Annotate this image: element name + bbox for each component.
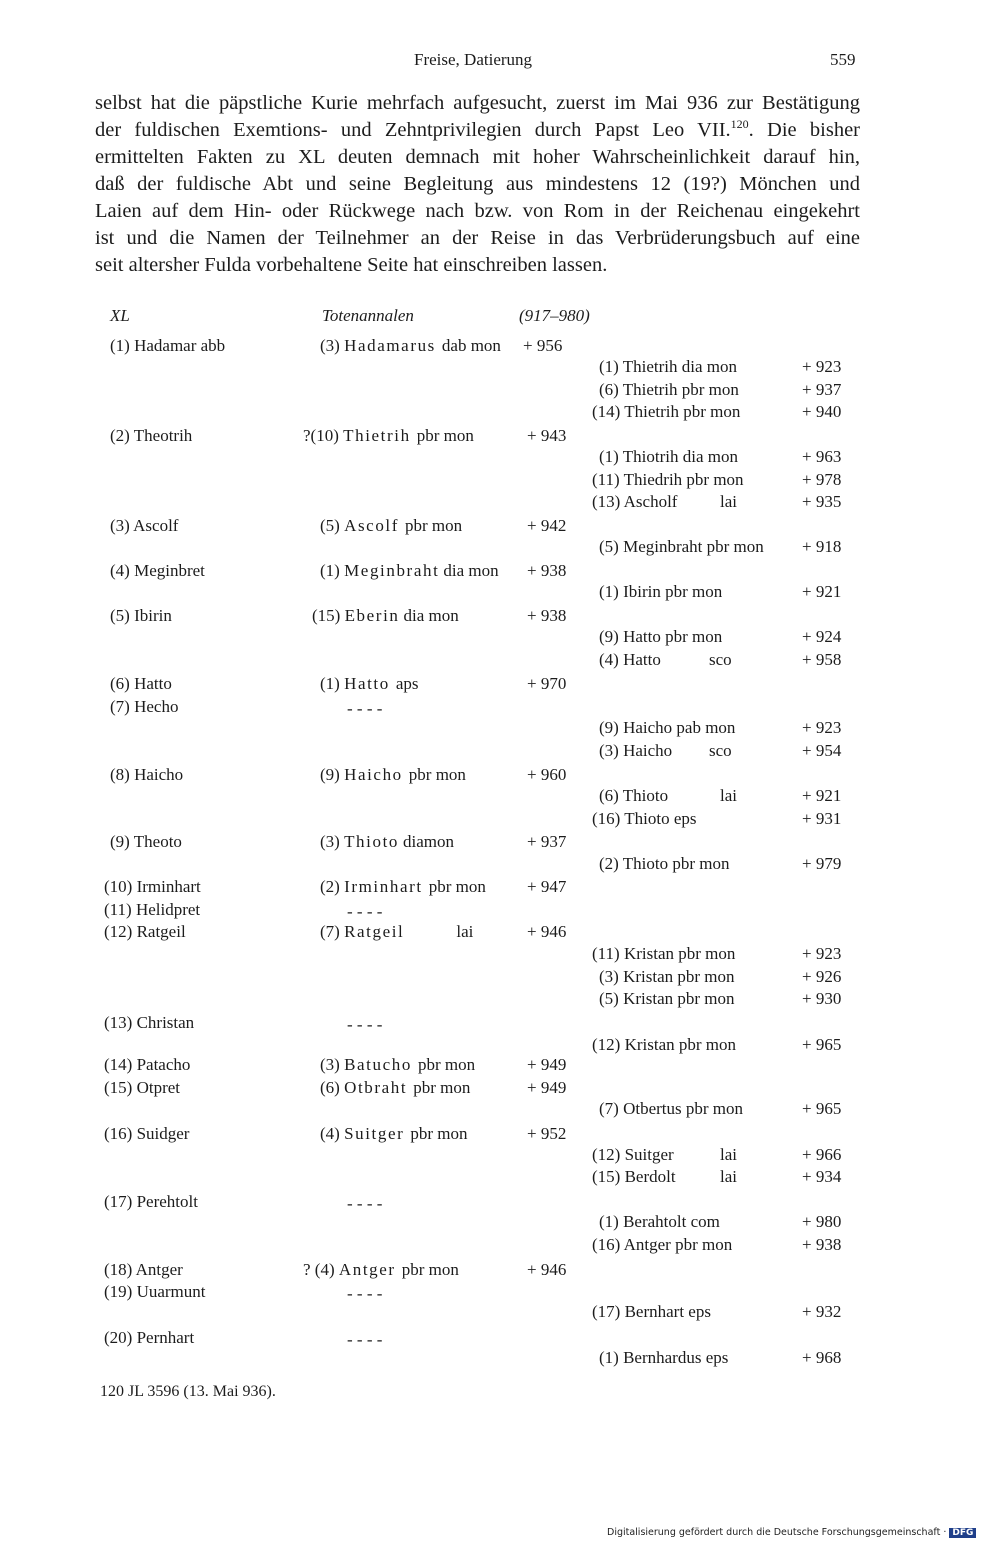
totenannalen-empty-dash: - - - - xyxy=(347,699,383,718)
xl-entry: (7) Hecho xyxy=(110,697,179,716)
body-paragraph xyxy=(95,90,860,279)
death-year: + 952 xyxy=(527,1124,567,1143)
death-year: + 938 xyxy=(527,606,567,625)
death-year: + 970 xyxy=(527,674,567,693)
body-line: ermittelten Fakten zu XL deuten demnach mit hoher Wahrscheinlichkeit darauf hin, xyxy=(95,146,860,168)
xl-entry: (3) Ascolf xyxy=(110,516,179,535)
comparison-year: + 966 xyxy=(802,1145,842,1164)
death-year: + 946 xyxy=(527,1260,567,1279)
comparison-entry: (16) Thioto eps xyxy=(592,809,697,828)
totenannalen-empty-dash: - - - - xyxy=(347,1015,383,1034)
comparison-year: + 979 xyxy=(802,854,842,873)
comparison-year: + 940 xyxy=(802,402,842,421)
comparison-year: + 923 xyxy=(802,718,842,737)
running-header: Freise, Datierung xyxy=(414,50,533,69)
comparison-year: + 926 xyxy=(802,967,842,986)
entry-title: pbr mon xyxy=(408,765,466,784)
comparison-entry: (1) Berahtolt com xyxy=(599,1212,720,1231)
entry-title: pbr mon xyxy=(401,1260,459,1279)
totenannalen-entry xyxy=(320,765,466,785)
entry-name: Eberin xyxy=(344,606,400,625)
entry-title: pbr mon xyxy=(417,1055,476,1074)
uncertainty-mark: ? xyxy=(303,1260,311,1279)
xl-entry: (4) Meginbret xyxy=(110,561,205,580)
comparison-year: + 968 xyxy=(802,1348,842,1367)
death-year: + 960 xyxy=(527,765,567,784)
footnote-reference[interactable]: 120 xyxy=(730,117,749,132)
xl-entry: (6) Hatto xyxy=(110,674,172,693)
comparison-entry: (11) Thiedrih pbr mon xyxy=(592,470,744,489)
comparison-year: + 934 xyxy=(802,1167,842,1186)
comparison-year: + 930 xyxy=(802,989,842,1008)
totenannalen-entry xyxy=(320,1078,470,1098)
totenannalen-entry xyxy=(320,336,501,356)
entry-number: (5) xyxy=(320,516,340,535)
entry-number: (7) xyxy=(320,922,340,941)
entry-name: Thietrih xyxy=(343,426,411,445)
entry-name: Ratgeil xyxy=(344,922,405,941)
comparison-entry: (9) Hatto pbr mon xyxy=(599,627,723,646)
totenannalen-entry xyxy=(320,561,499,581)
entry-title: pbr mon xyxy=(416,426,474,445)
body-line: ist und die Namen der Teilnehmer an der Reise in das Verbrüderungsbuch auf eine xyxy=(95,227,860,249)
comparison-year: + 918 xyxy=(802,537,842,556)
xl-entry: (15) Otpret xyxy=(104,1078,181,1097)
xl-entry: (18) Antger xyxy=(104,1260,183,1279)
comparison-year: + 923 xyxy=(802,357,842,376)
comparison-year: + 965 xyxy=(802,1035,842,1054)
xl-entry: (9) Theoto xyxy=(110,832,182,851)
comparison-entry: (1) Bernhardus eps xyxy=(599,1348,729,1367)
comparison-entry: (9) Haicho pab mon xyxy=(599,718,736,737)
comparison-year: + 924 xyxy=(802,627,842,646)
comparison-year: + 958 xyxy=(802,650,842,669)
death-year: + 956 xyxy=(523,336,563,355)
digitization-credit xyxy=(607,1527,976,1538)
entry-title: pbr mon xyxy=(405,516,463,535)
entry-name: Meginbraht xyxy=(344,561,440,580)
entry-title: dia mon xyxy=(443,561,499,580)
xl-entry: (11) Helidpret xyxy=(104,900,201,919)
comparison-year: + 980 xyxy=(802,1212,842,1231)
totenannalen-entry xyxy=(320,516,462,536)
comparison-year: + 963 xyxy=(802,447,842,466)
entry-title: pbr mon xyxy=(413,1078,471,1097)
entry-number: (1) xyxy=(320,674,340,693)
xl-entry: (14) Patacho xyxy=(104,1055,191,1074)
totenannalen-empty-dash: - - - - xyxy=(347,1194,383,1213)
comparison-title: lai xyxy=(720,1167,737,1186)
body-line: daß der fuldische Abt und seine Begleitung aus mindestens 12 (19?) Mönchen und xyxy=(95,173,860,195)
column-header-xl: XL xyxy=(110,306,130,325)
xl-entry: (2) Theotrih xyxy=(110,426,193,445)
comparison-entry: (1) Thiotrih dia mon xyxy=(599,447,738,466)
xl-entry: (10) Irminhart xyxy=(104,877,201,896)
entry-name: Irminhart xyxy=(344,877,423,896)
totenannalen-entry xyxy=(320,832,454,852)
entry-name: Hadamarus xyxy=(344,336,436,355)
column-header-totenannalen: Totenannalen xyxy=(322,306,414,325)
totenannalen-entry xyxy=(320,1055,475,1075)
body-line: seit altersher Fulda vorbehaltene Seite hat einschreiben lassen. xyxy=(95,254,608,276)
entry-name: Haicho xyxy=(344,765,403,784)
death-year: + 946 xyxy=(527,922,567,941)
entry-name: Hatto xyxy=(344,674,390,693)
column-header-range: (917–980) xyxy=(519,306,590,325)
death-year: + 947 xyxy=(527,877,567,896)
death-year: + 949 xyxy=(527,1078,567,1097)
credit-text: Digitalisierung gefördert durch die Deutsche Forschungsgemeinschaft · xyxy=(607,1527,947,1538)
comparison-title: lai xyxy=(720,786,737,805)
entry-number: (4) xyxy=(320,1124,340,1143)
entry-number: (6) xyxy=(320,1078,340,1097)
comparison-entry: (1) Ibirin pbr mon xyxy=(599,582,723,601)
comparison-title: lai xyxy=(720,1145,737,1164)
comparison-entry: (15) Berdolt xyxy=(592,1167,676,1186)
comparison-entry: (1) Thietrih dia mon xyxy=(599,357,738,376)
entry-number: (15) xyxy=(312,606,341,625)
dfg-logo: DFG xyxy=(949,1528,976,1538)
entry-title: lai xyxy=(456,922,474,941)
totenannalen-entry xyxy=(320,922,473,942)
totenannalen-empty-dash: - - - - xyxy=(347,1284,383,1303)
entry-title: dia mon xyxy=(403,606,459,625)
comparison-entry: (16) Antger pbr mon xyxy=(592,1235,733,1254)
comparison-entry: (14) Thietrih pbr mon xyxy=(592,402,741,421)
totenannalen-entry xyxy=(303,426,474,446)
entry-name: Batucho xyxy=(344,1055,412,1074)
comparison-year: + 921 xyxy=(802,786,842,805)
comparison-year: + 938 xyxy=(802,1235,842,1254)
comparison-entry: (3) Haicho xyxy=(599,741,673,760)
footnote: 120 JL 3596 (13. Mai 936). xyxy=(100,1383,276,1400)
entry-name: Otbraht xyxy=(344,1078,408,1097)
xl-entry: (1) Hadamar abb xyxy=(110,336,226,355)
comparison-entry: (6) Thietrih pbr mon xyxy=(599,380,739,399)
comparison-year: + 931 xyxy=(802,809,842,828)
comparison-entry: (7) Otbertus pbr mon xyxy=(599,1099,744,1118)
entry-title: diamon xyxy=(403,832,455,851)
body-line xyxy=(95,117,860,144)
body-line: Laien auf dem Hin- oder Rückwege nach bzw. von Rom in der Reichenau eingekehrt xyxy=(95,200,860,222)
comparison-entry: (5) Kristan pbr mon xyxy=(599,989,735,1008)
totenannalen-empty-dash: - - - - xyxy=(347,1330,383,1349)
xl-entry: (17) Perehtolt xyxy=(104,1192,198,1211)
totenannalen-entry xyxy=(312,606,459,626)
comparison-entry: (6) Thioto xyxy=(599,786,669,805)
body-line: selbst hat die päpstliche Kurie mehrfach aufgesucht, zuerst im Mai 936 zur Bestätigung xyxy=(95,92,860,114)
death-year: + 937 xyxy=(527,832,567,851)
xl-entry: (19) Uuarmunt xyxy=(104,1282,206,1301)
entry-title: aps xyxy=(395,674,419,693)
entry-number: (2) xyxy=(320,877,340,896)
comparison-year: + 921 xyxy=(802,582,842,601)
totenannalen-entry xyxy=(320,877,486,897)
entry-title: pbr mon xyxy=(428,877,486,896)
death-year: + 943 xyxy=(527,426,567,445)
comparison-entry: (11) Kristan pbr mon xyxy=(592,944,736,963)
entry-number: (9) xyxy=(320,765,340,784)
xl-entry: (12) Ratgeil xyxy=(104,922,186,941)
comparison-year: + 937 xyxy=(802,380,842,399)
entry-number: (4) xyxy=(314,1260,335,1279)
totenannalen-entry xyxy=(320,1124,468,1144)
comparison-entry: (12) Kristan pbr mon xyxy=(592,1035,737,1054)
death-year: + 938 xyxy=(527,561,567,580)
xl-entry: (13) Christan xyxy=(104,1013,195,1032)
comparison-title: sco xyxy=(709,650,732,669)
body-line-text: . Die bisher xyxy=(748,119,861,141)
comparison-entry: (4) Hatto xyxy=(599,650,661,669)
comparison-entry: (12) Suitger xyxy=(592,1145,674,1164)
comparison-entry: (3) Kristan pbr mon xyxy=(599,967,735,986)
entry-title: pbr mon xyxy=(410,1124,468,1143)
entry-name: Ascolf xyxy=(344,516,400,535)
entry-number: (3) xyxy=(320,1055,340,1074)
comparison-title: lai xyxy=(720,492,737,511)
comparison-year: + 954 xyxy=(802,741,842,760)
entry-title: dab mon xyxy=(441,336,501,355)
entry-name: Thioto xyxy=(344,832,400,851)
entry-name: Suitger xyxy=(344,1124,405,1143)
comparison-year: + 932 xyxy=(802,1302,842,1321)
totenannalen-entry xyxy=(320,674,419,694)
uncertainty-mark: ? xyxy=(303,426,311,445)
entry-number: (3) xyxy=(320,832,340,851)
body-line-text: der fuldischen Exemtions- und Zehntprivilegien durch Papst Leo VII. xyxy=(95,119,731,141)
totenannalen-entry xyxy=(303,1260,459,1280)
death-year: + 949 xyxy=(527,1055,567,1074)
entry-number: (1) xyxy=(320,561,340,580)
comparison-year: + 935 xyxy=(802,492,842,511)
death-year: + 942 xyxy=(527,516,567,535)
entry-number: (3) xyxy=(320,336,340,355)
xl-entry: (20) Pernhart xyxy=(104,1328,195,1347)
comparison-entry: (5) Meginbraht pbr mon xyxy=(599,537,764,556)
xl-entry: (5) Ibirin xyxy=(110,606,172,625)
entry-number: (10) xyxy=(310,426,339,445)
page-number: 559 xyxy=(830,50,856,69)
xl-entry: (8) Haicho xyxy=(110,765,184,784)
xl-entry: (16) Suidger xyxy=(104,1124,190,1143)
comparison-entry: (2) Thioto pbr mon xyxy=(599,854,730,873)
totenannalen-empty-dash: - - - - xyxy=(347,902,383,921)
comparison-year: + 965 xyxy=(802,1099,842,1118)
entry-name: Antger xyxy=(338,1260,396,1279)
comparison-title: sco xyxy=(709,741,732,760)
comparison-year: + 923 xyxy=(802,944,842,963)
comparison-year: + 978 xyxy=(802,470,842,489)
comparison-entry: (17) Bernhart eps xyxy=(592,1302,711,1321)
comparison-entry: (13) Ascholf xyxy=(592,492,678,511)
